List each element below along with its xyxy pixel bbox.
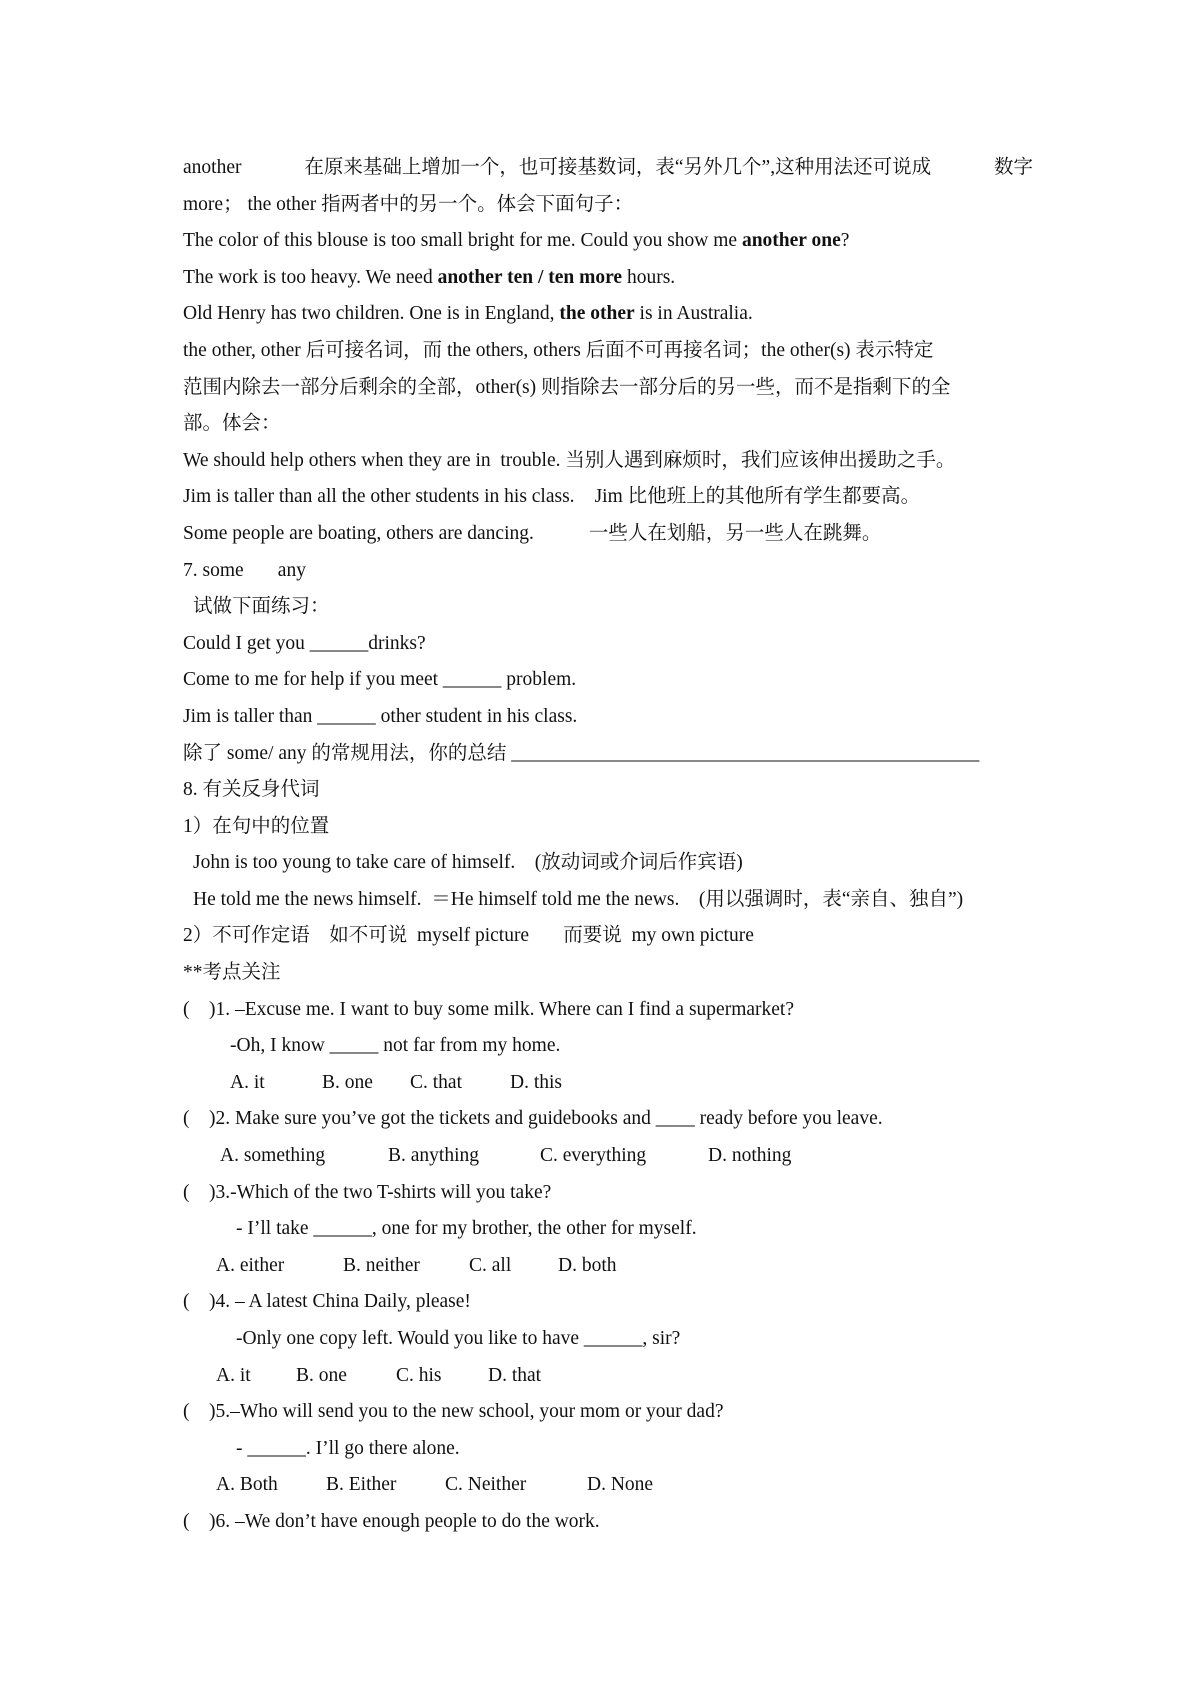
text-segment: ? <box>840 230 850 252</box>
option-c: C. Neither <box>445 1474 527 1496</box>
option-c: C. his <box>396 1364 442 1386</box>
section-heading: 7. some any <box>183 559 306 581</box>
example-sentence: He told me the news himself. ＝He himself told me the news. (用以强调时，表“亲自、独自”) <box>193 888 964 910</box>
option-c: C. everything <box>540 1145 647 1167</box>
text-word: another <box>183 157 242 178</box>
question-stem: ( )4. – A latest China Daily, please! <box>183 1291 471 1313</box>
option-d: D. both <box>558 1254 617 1276</box>
text-line: more； the other 指两者中的另一个。体会下面句子： <box>183 193 634 215</box>
example-sentence <box>183 443 1033 480</box>
text-line: 范围内除去一部分后剩余的全部，other(s) 则指除去一部分后的另一些，而不是指剩下的全 <box>183 376 951 398</box>
example-sentence <box>183 296 1033 333</box>
text-segment: 在原来基础上增加一个，也可接基数词，表“另外几个”,这种用法还可说成 <box>304 157 932 178</box>
example-sentence <box>183 223 1033 260</box>
text-segment: We should help others when they are in <box>183 449 491 471</box>
text-segment: The color of this blouse is too small bright for me. Could you show me <box>183 230 742 252</box>
text-segment: Old Henry has two children. One is in England, <box>183 303 560 325</box>
option-a: A. Both <box>216 1474 278 1496</box>
option-d: D. None <box>587 1474 654 1496</box>
text-line <box>183 150 1033 187</box>
text-line: the other, other 后可接名词，而 the others, others 后面不可再接名词；the other(s) 表示特定 <box>183 339 934 361</box>
option-c: C. that <box>410 1071 462 1093</box>
option-b: B. anything <box>388 1145 479 1167</box>
question-options <box>183 1248 1033 1285</box>
option-d: D. this <box>510 1071 563 1093</box>
question-stem: ( )3.-Which of the two T-shirts will you take? <box>183 1181 552 1203</box>
question-reply: -Only one copy left. Would you like to have ______, sir? <box>236 1328 681 1349</box>
option-a: A. it <box>216 1364 251 1386</box>
option-a: A. it <box>230 1071 265 1093</box>
example-sentence: John is too young to take care of himself. (放动词或介词后作宾语) <box>193 852 743 874</box>
question-stem: ( )1. –Excuse me. I want to buy some milk. Where can I find a supermarket? <box>183 998 794 1020</box>
text-segment: is in Australia. <box>634 303 753 325</box>
text-segment: trouble. 当别人遇到麻烦时，我们应该伸出援助之手。 <box>500 449 956 471</box>
example-sentence <box>183 260 1033 297</box>
question-options <box>183 1358 1033 1395</box>
text-line: 部。体会： <box>183 413 281 435</box>
text-word: 数字 <box>993 157 1033 178</box>
question-reply: - I’ll take ______, one for my brother, the other for myself. <box>236 1218 697 1240</box>
text-segment: Jim 比他班上的其他所有学生都要高。 <box>594 486 921 508</box>
example-sentence <box>183 479 1033 516</box>
question-reply: -Oh, I know _____ not far from my home. <box>230 1035 561 1057</box>
option-b: B. Either <box>326 1474 397 1496</box>
question-stem: ( )5.–Who will send you to the new school, your mom or your dad? <box>183 1401 724 1423</box>
option-b: B. one <box>296 1364 347 1386</box>
option-a: A. something <box>220 1145 326 1167</box>
summary-line: 除了 some/ any 的常规用法，你的总结 ________________________________________________ <box>183 742 980 764</box>
exercise-line: Jim is taller than ______ other student in his class. <box>183 705 578 727</box>
text-segment: 一些人在划船，另一些人在跳舞。 <box>588 522 882 544</box>
text-segment: The work is too heavy. We need <box>183 266 438 288</box>
section-heading: **考点关注 <box>183 962 281 984</box>
text-segment: Jim is taller than all the other students in his class. <box>183 486 575 508</box>
question-options <box>183 1467 1033 1504</box>
option-c: C. all <box>469 1254 512 1276</box>
document-page <box>183 150 1033 1541</box>
text-line: 试做下面练习： <box>193 596 330 618</box>
section-heading: 8. 有关反身代词 <box>183 779 320 801</box>
subsection-heading: 2）不可作定语 如不可说 myself picture 而要说 my own picture <box>183 925 754 947</box>
text-segment: Some people are boating, others are dancing. <box>183 522 534 544</box>
subsection-heading: 1）在句中的位置 <box>183 815 330 837</box>
option-b: B. neither <box>343 1254 420 1276</box>
option-a: A. either <box>216 1254 285 1276</box>
text-segment: hours. <box>622 266 676 288</box>
question-options <box>183 1065 1033 1102</box>
example-sentence <box>183 516 1033 553</box>
option-b: B. one <box>322 1071 373 1093</box>
option-d: D. that <box>488 1364 542 1386</box>
question-reply: - ______. I’ll go there alone. <box>236 1437 460 1459</box>
question-options <box>183 1138 1033 1175</box>
bold-phrase: another one <box>741 230 841 252</box>
bold-phrase: another ten / ten more <box>437 266 623 288</box>
exercise-line: Could I get you ______drinks? <box>183 632 426 654</box>
option-d: D. nothing <box>708 1145 792 1167</box>
exercise-line: Come to me for help if you meet ______ problem. <box>183 669 577 691</box>
bold-phrase: the other <box>559 303 635 325</box>
question-stem: ( )2. Make sure you’ve got the tickets and guidebooks and ____ ready before you leave. <box>183 1108 883 1130</box>
question-stem: ( )6. –We don’t have enough people to do the work. <box>183 1510 600 1532</box>
